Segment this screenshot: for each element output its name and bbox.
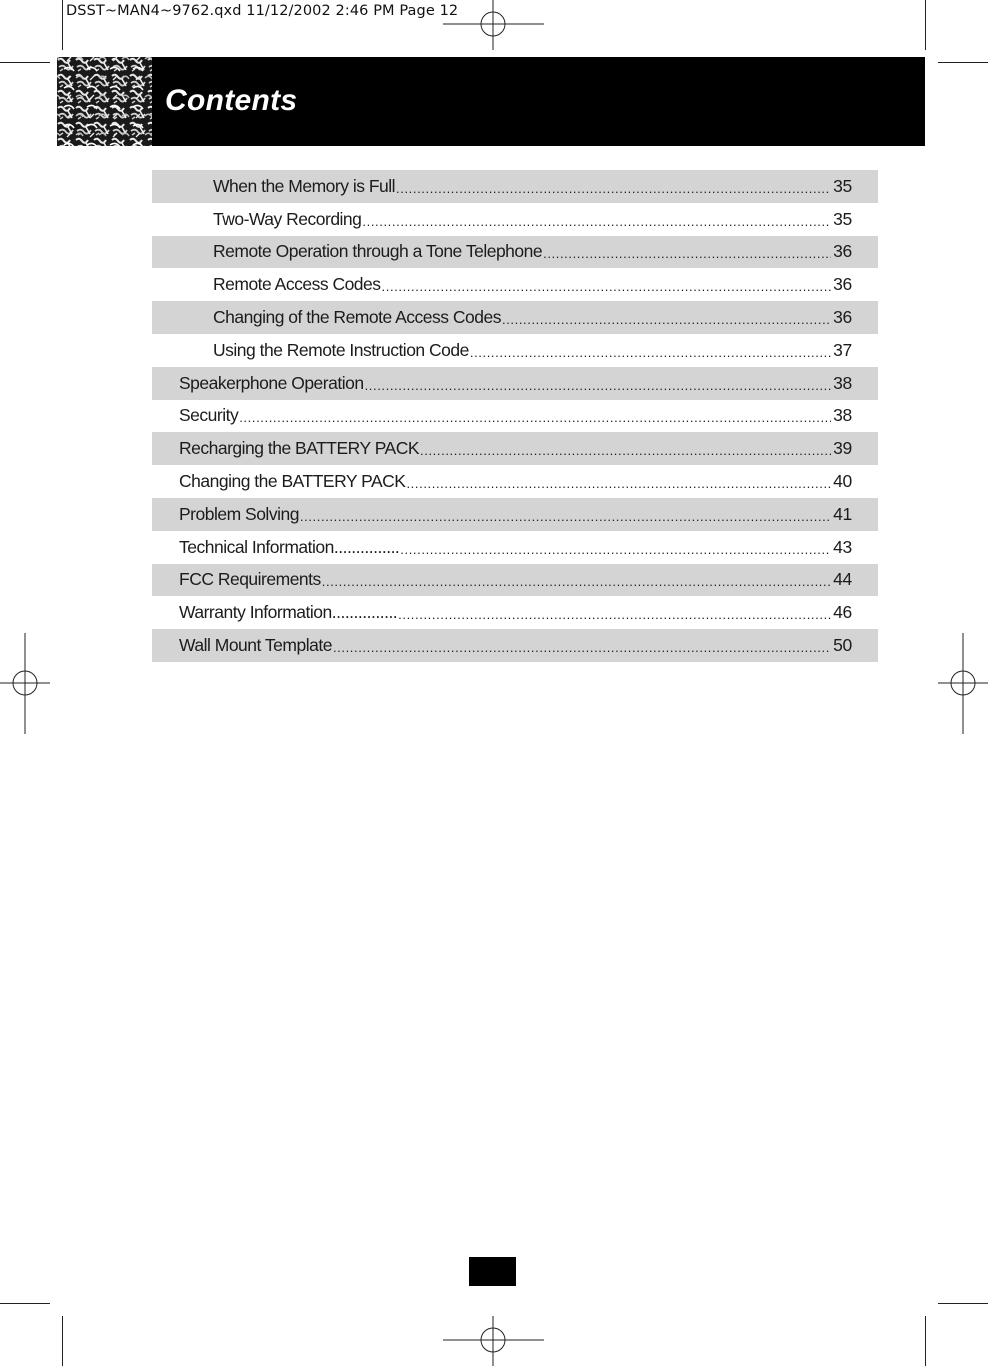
toc-dot-leader — [398, 607, 831, 622]
page-number-box — [469, 1257, 516, 1286]
toc-entry-title: Technical Information............... — [179, 536, 400, 557]
registration-mark-bottom — [443, 1316, 544, 1366]
header-bar — [57, 57, 925, 146]
toc-entry-title: Remote Access Codes — [213, 274, 381, 295]
toc-dot-leader — [365, 378, 832, 393]
toc-entry-title: Warranty Information............... — [179, 602, 398, 623]
toc-entry-page: 35 — [833, 208, 852, 229]
toc-entry — [152, 170, 878, 203]
toc-entry — [152, 564, 878, 597]
toc-entry-title: When the Memory is Full — [213, 175, 396, 196]
toc-entry — [152, 596, 878, 629]
toc-entry — [152, 268, 878, 301]
toc-dot-leader — [333, 640, 831, 655]
toc-entry — [152, 629, 878, 662]
toc-dot-leader — [300, 509, 831, 524]
toc-entry-page: 36 — [833, 274, 852, 295]
toc-entry — [152, 367, 878, 400]
toc-entry-page: 38 — [833, 405, 852, 426]
toc-entry-title: Changing of the Remote Access Codes — [213, 307, 501, 328]
toc-entry-page: 44 — [833, 569, 852, 590]
toc-entry-page: 37 — [833, 339, 852, 360]
toc-entry-title: Two-Way Recording — [213, 208, 362, 229]
toc-entry-page: 35 — [833, 175, 852, 196]
toc-dot-leader — [322, 574, 831, 589]
toc-entry — [152, 465, 878, 498]
toc-entry — [152, 301, 878, 334]
page-title: Contents — [165, 84, 298, 117]
toc-entry-page: 40 — [833, 471, 852, 492]
toc-dot-leader — [362, 214, 831, 229]
toc-entry-title: Problem Solving — [179, 503, 299, 524]
toc-dot-leader — [543, 246, 831, 261]
toc-entry — [152, 400, 878, 433]
toc-entry-page: 36 — [833, 241, 852, 262]
toc-entry-title: Wall Mount Template — [179, 635, 332, 656]
toc-entry-title: Speakerphone Operation — [179, 372, 364, 393]
toc-entry-title: Changing the BATTERY PACK — [179, 471, 406, 492]
toc-entry-page: 43 — [833, 536, 852, 557]
toc-entry — [152, 498, 878, 531]
toc-dot-leader — [470, 345, 831, 360]
toc-entry-title: Remote Operation through a Tone Telephone — [213, 241, 543, 262]
toc-dot-leader — [406, 476, 831, 491]
toc-entry-page: 41 — [833, 503, 852, 524]
toc-dot-leader — [382, 279, 832, 294]
toc-entry-page: 36 — [833, 307, 852, 328]
header-pattern-graphic — [57, 57, 152, 146]
toc-entry-title: Recharging the BATTERY PACK — [179, 438, 420, 459]
toc-entry-page: 38 — [833, 372, 852, 393]
toc-entry — [152, 334, 878, 367]
toc-dot-leader — [502, 312, 831, 327]
registration-mark-right — [938, 633, 988, 734]
toc-entry-title: FCC Requirements — [179, 569, 321, 590]
toc-entry-page: 39 — [833, 438, 852, 459]
toc-entry-page: 46 — [833, 602, 852, 623]
toc-dot-leader — [239, 410, 831, 425]
toc-entry-page: 50 — [833, 635, 852, 656]
toc-entry-title: Using the Remote Instruction Code — [213, 339, 469, 360]
registration-mark-left — [0, 633, 50, 734]
table-of-contents — [152, 170, 878, 662]
toc-dot-leader — [400, 542, 831, 557]
toc-entry — [152, 203, 878, 236]
toc-entry-title: Security — [179, 405, 239, 426]
toc-entry — [152, 432, 878, 465]
printer-slug: DSST~MAN4~9762.qxd 11/12/2002 2:46 PM Page 12 — [66, 3, 459, 19]
toc-entry — [152, 236, 878, 269]
toc-dot-leader — [396, 181, 831, 196]
toc-entry — [152, 531, 878, 564]
toc-dot-leader — [420, 443, 831, 458]
registration-mark-top — [443, 0, 544, 50]
